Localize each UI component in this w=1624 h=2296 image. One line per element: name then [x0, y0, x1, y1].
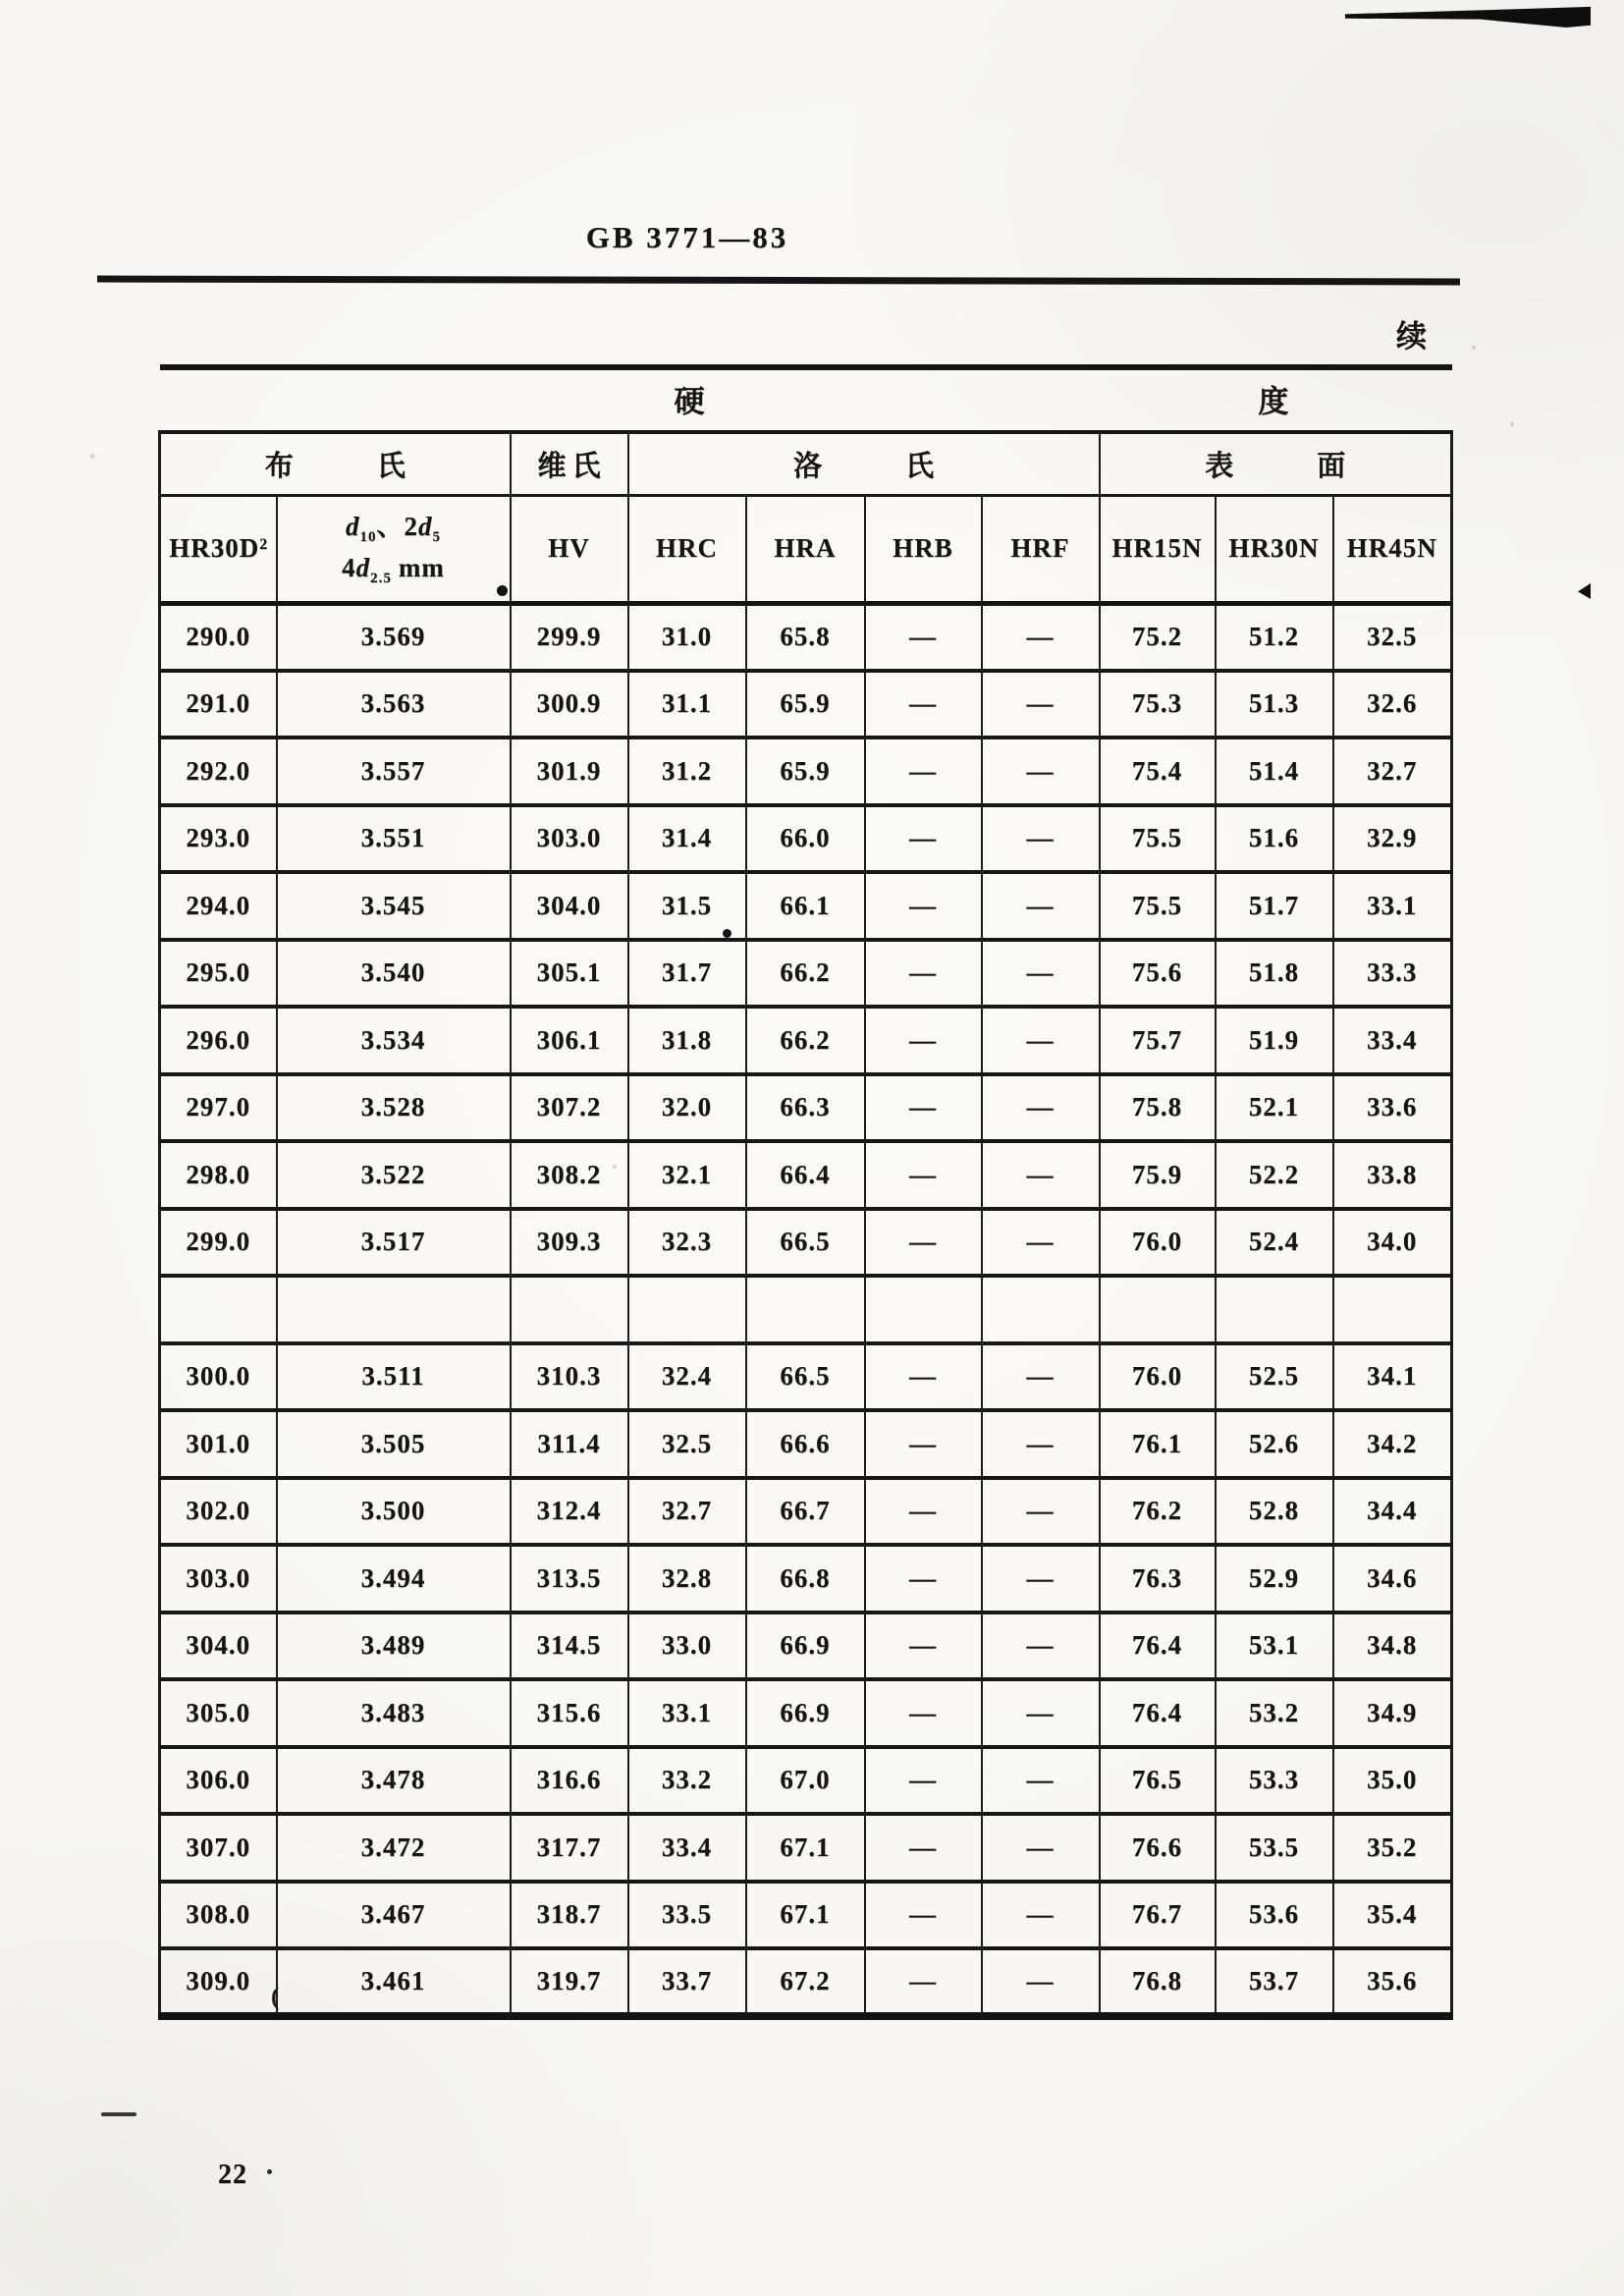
table-cell: 51.4 — [1216, 738, 1333, 805]
table-row — [160, 1613, 1452, 1680]
table-cell: 32.7 — [1333, 738, 1452, 805]
table-cell: 75.7 — [1100, 1007, 1216, 1074]
table-cell: — — [982, 1141, 1100, 1209]
table-cell: — — [865, 603, 982, 671]
table-cell: — — [982, 1074, 1100, 1142]
table-cell: 53.5 — [1216, 1814, 1333, 1882]
table-cell: 3.511 — [277, 1343, 511, 1411]
table-cell: 295.0 — [160, 940, 277, 1008]
table-cell: 3.522 — [277, 1141, 511, 1209]
col-header-hr30d2-base: HR30D — [169, 533, 260, 563]
col-header-hrc: HRC — [628, 495, 746, 603]
table-cell: 31.4 — [628, 805, 746, 873]
table-cell: 301.9 — [511, 738, 628, 805]
scan-speck — [1472, 346, 1476, 350]
table-cell: — — [982, 1613, 1100, 1680]
col-header-hr45n: HR45N — [1333, 495, 1452, 603]
table-cell: 51.2 — [1216, 603, 1333, 671]
table-cell: 32.0 — [628, 1074, 746, 1142]
table-row — [160, 1478, 1452, 1546]
table-cell: 3.563 — [277, 671, 511, 738]
table-cell: 53.6 — [1216, 1882, 1333, 1949]
table-cell: 33.4 — [628, 1814, 746, 1882]
table-cell: 304.0 — [160, 1613, 277, 1680]
caption-char-degree: 度 — [1258, 384, 1289, 419]
scan-artifact-dot-header-border — [497, 585, 508, 596]
table-cell — [628, 1276, 746, 1343]
table-cell: 75.5 — [1100, 872, 1216, 940]
table-cell: 32.5 — [628, 1410, 746, 1478]
table-cell: 75.2 — [1100, 603, 1216, 671]
table-cell: 3.545 — [277, 872, 511, 940]
table-cell: 303.0 — [160, 1545, 277, 1613]
table-cell: 34.8 — [1333, 1613, 1452, 1680]
table-cell — [865, 1276, 982, 1343]
table-cell: 316.6 — [511, 1747, 628, 1815]
table-cell: 52.9 — [1216, 1545, 1333, 1613]
table-row — [160, 1814, 1452, 1882]
table-cell: 67.0 — [746, 1747, 865, 1815]
table-cell: 33.2 — [628, 1747, 746, 1815]
table-cell: 66.5 — [746, 1343, 865, 1411]
table-row — [160, 1679, 1452, 1747]
table-cell: 66.0 — [746, 805, 865, 873]
table-row — [160, 1209, 1452, 1277]
table-cell: 3.517 — [277, 1209, 511, 1277]
group-header-row — [160, 432, 1452, 495]
table-cell: 66.2 — [746, 1007, 865, 1074]
table-cell: 65.8 — [746, 603, 865, 671]
table-cell: — — [982, 1948, 1100, 2016]
table-cell: 32.7 — [628, 1478, 746, 1546]
table-cell: — — [982, 1882, 1100, 1949]
table-cell: 302.0 — [160, 1478, 277, 1546]
table-cell: 76.0 — [1100, 1343, 1216, 1411]
table-cell: 33.5 — [628, 1882, 746, 1949]
table-cell: 75.8 — [1100, 1074, 1216, 1142]
group-header-superficial: 表面 — [1100, 432, 1452, 495]
table-cell: 296.0 — [160, 1007, 277, 1074]
table-cell: 317.7 — [511, 1814, 628, 1882]
table-cell: 53.7 — [1216, 1948, 1333, 2016]
table-cell: 310.3 — [511, 1343, 628, 1411]
table-cell: 315.6 — [511, 1679, 628, 1747]
table-cell: 33.8 — [1333, 1141, 1452, 1209]
table-cell: 298.0 — [160, 1141, 277, 1209]
table-cell: — — [982, 1209, 1100, 1277]
group-header-brinell: 布氏 — [160, 432, 511, 495]
column-header-row — [160, 495, 1452, 603]
table-cell: 3.500 — [277, 1478, 511, 1546]
table-cell: 65.9 — [746, 671, 865, 738]
table-cell: — — [982, 671, 1100, 738]
table-cell: 66.6 — [746, 1410, 865, 1478]
table-cell: 319.7 — [511, 1948, 628, 2016]
group-header-vickers: 维氏 — [511, 432, 628, 495]
table-cell: — — [865, 671, 982, 738]
table-cell: 66.4 — [746, 1141, 865, 1209]
table-row — [160, 603, 1452, 671]
table-cell: 51.7 — [1216, 872, 1333, 940]
empty-spacer-row — [160, 1276, 1452, 1343]
table-row — [160, 1343, 1452, 1411]
continued-label: 续 — [1396, 319, 1427, 354]
table-cell: 76.7 — [1100, 1882, 1216, 1949]
table-cell: 33.6 — [1333, 1074, 1452, 1142]
table-cell: 3.569 — [277, 603, 511, 671]
table-cell: 31.7 — [628, 940, 746, 1008]
table-cell: 67.1 — [746, 1882, 865, 1949]
scan-artifact-top-right-wedge — [1345, 6, 1591, 27]
table-cell — [160, 1276, 277, 1343]
table-cell: 76.6 — [1100, 1814, 1216, 1882]
table-cell: — — [982, 1679, 1100, 1747]
table-cell: 52.8 — [1216, 1478, 1333, 1546]
table-cell: — — [865, 1007, 982, 1074]
col-header-hrb: HRB — [865, 495, 982, 603]
table-row — [160, 1747, 1452, 1815]
table-cell: 76.0 — [1100, 1209, 1216, 1277]
table-cell: 75.4 — [1100, 738, 1216, 805]
table-cell: — — [865, 1410, 982, 1478]
table-cell: — — [865, 1882, 982, 1949]
table-row — [160, 671, 1452, 738]
table-cell: 3.472 — [277, 1814, 511, 1882]
table-cell: — — [865, 1814, 982, 1882]
table-cell: 3.467 — [277, 1882, 511, 1949]
table-cell: 3.528 — [277, 1074, 511, 1142]
table-cell: 3.483 — [277, 1679, 511, 1747]
group-header-rockwell: 洛氏 — [628, 432, 1100, 495]
table-cell: 305.0 — [160, 1679, 277, 1747]
table-cell: 75.6 — [1100, 940, 1216, 1008]
table-cell: 33.3 — [1333, 940, 1452, 1008]
table-cell: 33.1 — [628, 1679, 746, 1747]
table-cell: 66.3 — [746, 1074, 865, 1142]
table-cell: — — [982, 1545, 1100, 1613]
table-row — [160, 940, 1452, 1008]
table-cell: 307.2 — [511, 1074, 628, 1142]
table-cell: 53.1 — [1216, 1613, 1333, 1680]
table-row — [160, 805, 1452, 873]
table-cell: 312.4 — [511, 1478, 628, 1546]
scan-artifact-left-margin-dash — [101, 2112, 136, 2116]
table-cell: 318.7 — [511, 1882, 628, 1949]
col-header-hr30n: HR30N — [1216, 495, 1333, 603]
table-cell: 75.9 — [1100, 1141, 1216, 1209]
table-cell: 66.9 — [746, 1679, 865, 1747]
table-cell — [1216, 1276, 1333, 1343]
table-cell: 34.6 — [1333, 1545, 1452, 1613]
table-row — [160, 1410, 1452, 1478]
table-cell: 34.0 — [1333, 1209, 1452, 1277]
table-cell: 304.0 — [511, 872, 628, 940]
table-cell: 3.489 — [277, 1613, 511, 1680]
table-cell: — — [865, 1209, 982, 1277]
table-cell: 3.534 — [277, 1007, 511, 1074]
table-cell: 300.0 — [160, 1343, 277, 1411]
table-cell: 308.0 — [160, 1882, 277, 1949]
table-cell: 31.0 — [628, 603, 746, 671]
table-cell: 76.5 — [1100, 1747, 1216, 1815]
col-header-hrf: HRF — [982, 495, 1100, 603]
table-cell: 309.0 — [160, 1948, 277, 2016]
table-cell: 66.1 — [746, 872, 865, 940]
table-cell: 76.1 — [1100, 1410, 1216, 1478]
table-cell: 3.461 — [277, 1948, 511, 2016]
table-row — [160, 872, 1452, 940]
table-cell: — — [982, 1007, 1100, 1074]
table-cell: 53.3 — [1216, 1747, 1333, 1815]
table-cell: 300.9 — [511, 671, 628, 738]
table-cell: 308.2 — [511, 1141, 628, 1209]
table-cell: 76.8 — [1100, 1948, 1216, 2016]
scan-speck — [613, 1165, 617, 1169]
table-cell: 299.9 — [511, 603, 628, 671]
table-cell: — — [982, 872, 1100, 940]
table-cell: 35.0 — [1333, 1747, 1452, 1815]
table-cell: — — [865, 1478, 982, 1546]
table-cell: 65.9 — [746, 738, 865, 805]
scan-artifact-row308-mark: ( — [271, 1984, 280, 2010]
table-cell: — — [865, 1343, 982, 1411]
table-cell: 51.9 — [1216, 1007, 1333, 1074]
table-cell — [277, 1276, 511, 1343]
table-cell: — — [865, 1074, 982, 1142]
table-row — [160, 1141, 1452, 1209]
table-cell: 32.1 — [628, 1141, 746, 1209]
caption-cell — [160, 367, 1452, 432]
table-row — [160, 1948, 1452, 2016]
col-header-hr30d2-sup: 2 — [259, 536, 268, 553]
table-cell: 3.478 — [277, 1747, 511, 1815]
table-cell: 34.2 — [1333, 1410, 1452, 1478]
table-cell: 3.505 — [277, 1410, 511, 1478]
table-cell: 31.5 — [628, 872, 746, 940]
hardness-conversion-table — [158, 364, 1453, 2020]
table-cell: 52.1 — [1216, 1074, 1333, 1142]
table-cell: — — [982, 940, 1100, 1008]
table-cell: 34.4 — [1333, 1478, 1452, 1546]
table-cell: 32.3 — [628, 1209, 746, 1277]
table-cell: 311.4 — [511, 1410, 628, 1478]
diameter-line1: $d_{10}$、$2d_5$ — [346, 511, 441, 545]
col-header-hr30d2 — [160, 495, 277, 603]
table-body — [160, 603, 1452, 2016]
table-cell: 293.0 — [160, 805, 277, 873]
caption-char-hard: 硬 — [674, 384, 705, 419]
table-cell: 33.1 — [1333, 872, 1452, 940]
scan-artifact-dot-page-number — [267, 2169, 272, 2174]
table-cell: 32.8 — [628, 1545, 746, 1613]
table-cell: 306.0 — [160, 1747, 277, 1815]
table-cell: 76.3 — [1100, 1545, 1216, 1613]
scan-artifact-right-margin-mark — [1578, 583, 1591, 599]
table-row — [160, 1007, 1452, 1074]
table-cell: 67.1 — [746, 1814, 865, 1882]
table-cell: 3.540 — [277, 940, 511, 1008]
table-cell: — — [865, 940, 982, 1008]
table-cell: 52.2 — [1216, 1141, 1333, 1209]
table-cell — [1333, 1276, 1452, 1343]
table-row — [160, 1074, 1452, 1142]
table-cell: 292.0 — [160, 738, 277, 805]
table-cell: 31.2 — [628, 738, 746, 805]
table-cell: 294.0 — [160, 872, 277, 940]
table-cell: — — [865, 872, 982, 940]
table-cell: 291.0 — [160, 671, 277, 738]
table-cell — [511, 1276, 628, 1343]
table-cell: — — [982, 603, 1100, 671]
table-cell: 76.4 — [1100, 1679, 1216, 1747]
table-cell: 32.4 — [628, 1343, 746, 1411]
table-cell: 66.7 — [746, 1478, 865, 1546]
table-cell: 303.0 — [511, 805, 628, 873]
col-header-hra: HRA — [746, 495, 865, 603]
table-row — [160, 1882, 1452, 1949]
table-cell: 3.551 — [277, 805, 511, 873]
table-cell: — — [982, 1814, 1100, 1882]
title-rule — [97, 276, 1460, 286]
table-cell: 307.0 — [160, 1814, 277, 1882]
table-cell — [746, 1276, 865, 1343]
table-cell: 297.0 — [160, 1074, 277, 1142]
table-cell: — — [982, 738, 1100, 805]
table-cell: 314.5 — [511, 1613, 628, 1680]
table-cell: — — [865, 738, 982, 805]
table-cell: 66.8 — [746, 1545, 865, 1613]
table-cell: 67.2 — [746, 1948, 865, 2016]
table-cell: 33.7 — [628, 1948, 746, 2016]
table-cell: 306.1 — [511, 1007, 628, 1074]
table-cell: 51.3 — [1216, 671, 1333, 738]
table-cell: 305.1 — [511, 940, 628, 1008]
table-cell: 3.494 — [277, 1545, 511, 1613]
table-cell: 32.9 — [1333, 805, 1452, 873]
table-cell: 52.4 — [1216, 1209, 1333, 1277]
table-cell: 52.5 — [1216, 1343, 1333, 1411]
table-cell: — — [982, 805, 1100, 873]
table-cell: 32.6 — [1333, 671, 1452, 738]
table-cell: — — [982, 1747, 1100, 1815]
page-number: 22 — [218, 2159, 247, 2190]
table-cell: 31.8 — [628, 1007, 746, 1074]
col-header-diameter — [277, 495, 511, 603]
table-cell: — — [865, 1948, 982, 2016]
table-row — [160, 1545, 1452, 1613]
table-cell: 33.4 — [1333, 1007, 1452, 1074]
table-cell: 33.0 — [628, 1613, 746, 1680]
table-row — [160, 738, 1452, 805]
table-cell: 35.4 — [1333, 1882, 1452, 1949]
scan-speck — [90, 454, 95, 459]
table-cell: 66.5 — [746, 1209, 865, 1277]
table-cell: 51.6 — [1216, 805, 1333, 873]
table-cell: 313.5 — [511, 1545, 628, 1613]
table-cell: — — [865, 1613, 982, 1680]
diameter-line2: $4d_{2.5}$ mm — [342, 552, 445, 586]
table-cell: 75.3 — [1100, 671, 1216, 738]
table-cell: 75.5 — [1100, 805, 1216, 873]
table-cell: 76.2 — [1100, 1478, 1216, 1546]
table-cell: 34.1 — [1333, 1343, 1452, 1411]
table-cell: 52.6 — [1216, 1410, 1333, 1478]
caption-row — [160, 367, 1452, 432]
table-cell: — — [865, 1141, 982, 1209]
table-cell: 31.1 — [628, 671, 746, 738]
table-cell: — — [982, 1478, 1100, 1546]
table-cell — [982, 1276, 1100, 1343]
col-header-hr15n: HR15N — [1100, 495, 1216, 603]
table-cell: 32.5 — [1333, 603, 1452, 671]
scan-artifact-dot-row294 — [723, 929, 731, 938]
table-cell: — — [865, 1747, 982, 1815]
table-cell: 299.0 — [160, 1209, 277, 1277]
table-cell: — — [982, 1343, 1100, 1411]
table-cell: 309.3 — [511, 1209, 628, 1277]
standard-code: GB 3771—83 — [585, 220, 789, 254]
table-cell: 35.2 — [1333, 1814, 1452, 1882]
table-cell: — — [865, 1679, 982, 1747]
table-cell: 51.8 — [1216, 940, 1333, 1008]
table-cell: 290.0 — [160, 603, 277, 671]
table-cell: 53.2 — [1216, 1679, 1333, 1747]
scan-speck — [1510, 422, 1514, 426]
table-cell: — — [982, 1410, 1100, 1478]
table-cell: 76.4 — [1100, 1613, 1216, 1680]
table-cell: 66.2 — [746, 940, 865, 1008]
table-cell: 3.557 — [277, 738, 511, 805]
table-cell: 66.9 — [746, 1613, 865, 1680]
table-cell: — — [865, 1545, 982, 1613]
table-cell: — — [865, 805, 982, 873]
table-cell: 34.9 — [1333, 1679, 1452, 1747]
table-cell: 301.0 — [160, 1410, 277, 1478]
col-header-hv: HV — [511, 495, 628, 603]
table-cell: 35.6 — [1333, 1948, 1452, 2016]
table-cell — [1100, 1276, 1216, 1343]
